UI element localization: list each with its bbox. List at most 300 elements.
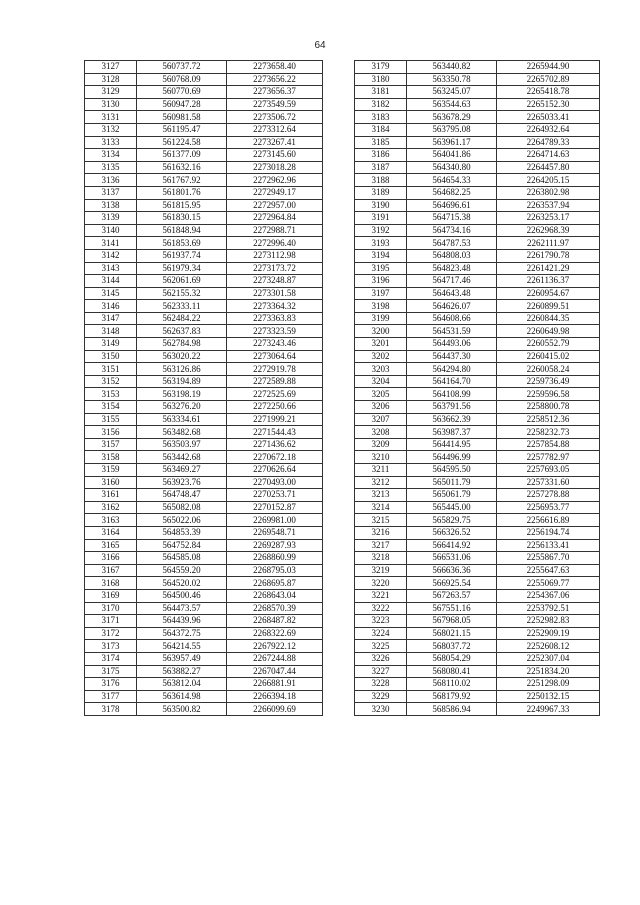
y-coordinate-cell: 2266881.91 — [227, 678, 323, 691]
table-row — [355, 526, 600, 539]
x-coordinate-cell: 568110.02 — [407, 678, 497, 691]
point-number-cell: 3142 — [85, 249, 137, 262]
y-coordinate-cell: 2263253.17 — [497, 212, 600, 225]
table-row — [85, 375, 323, 388]
y-coordinate-cell: 2249967.33 — [497, 703, 600, 716]
table-row — [355, 199, 600, 212]
y-coordinate-cell: 2273173.72 — [227, 262, 323, 275]
point-number-cell: 3214 — [355, 501, 407, 514]
point-number-cell: 3195 — [355, 262, 407, 275]
point-number-cell: 3204 — [355, 375, 407, 388]
point-number-cell: 3184 — [355, 123, 407, 136]
y-coordinate-cell: 2269981.00 — [227, 514, 323, 527]
x-coordinate-cell: 564715.38 — [407, 212, 497, 225]
x-coordinate-cell: 563961.17 — [407, 136, 497, 149]
point-number-cell: 3139 — [85, 212, 137, 225]
y-coordinate-cell: 2267244.88 — [227, 652, 323, 665]
point-number-cell: 3136 — [85, 174, 137, 187]
table-row — [355, 111, 600, 124]
x-coordinate-cell: 564414.95 — [407, 438, 497, 451]
table-row — [355, 640, 600, 653]
x-coordinate-cell: 561632.16 — [137, 161, 227, 174]
point-number-cell: 3183 — [355, 111, 407, 124]
table-row — [85, 338, 323, 351]
y-coordinate-cell: 2271999.21 — [227, 413, 323, 426]
point-number-cell: 3147 — [85, 312, 137, 325]
table-row — [85, 186, 323, 199]
point-number-cell: 3145 — [85, 287, 137, 300]
table-row — [85, 476, 323, 489]
y-coordinate-cell: 2273549.59 — [227, 98, 323, 111]
y-coordinate-cell: 2270626.64 — [227, 464, 323, 477]
x-coordinate-cell: 563350.78 — [407, 73, 497, 86]
table-row — [85, 325, 323, 338]
x-coordinate-cell: 567968.05 — [407, 615, 497, 628]
table-row — [355, 287, 600, 300]
x-coordinate-cell: 567263.57 — [407, 589, 497, 602]
table-row — [355, 338, 600, 351]
x-coordinate-cell: 561224.58 — [137, 136, 227, 149]
point-number-cell: 3182 — [355, 98, 407, 111]
point-number-cell: 3155 — [85, 413, 137, 426]
y-coordinate-cell: 2258800.78 — [497, 401, 600, 414]
x-coordinate-cell: 561937.74 — [137, 249, 227, 262]
point-number-cell: 3166 — [85, 552, 137, 565]
x-coordinate-cell: 568021.15 — [407, 627, 497, 640]
table-row — [355, 577, 600, 590]
y-coordinate-cell: 2265944.90 — [497, 61, 600, 74]
x-coordinate-cell: 568586.94 — [407, 703, 497, 716]
x-coordinate-cell: 563469.27 — [137, 464, 227, 477]
x-coordinate-cell: 564473.57 — [137, 602, 227, 615]
y-coordinate-cell: 2272957.00 — [227, 199, 323, 212]
table-row — [85, 350, 323, 363]
x-coordinate-cell: 564559.20 — [137, 564, 227, 577]
y-coordinate-cell: 2266394.18 — [227, 690, 323, 703]
table-row — [85, 300, 323, 313]
y-coordinate-cell: 2259596.58 — [497, 388, 600, 401]
x-coordinate-cell: 561853.69 — [137, 237, 227, 250]
table-row — [355, 552, 600, 565]
point-number-cell: 3219 — [355, 564, 407, 577]
table-row — [355, 249, 600, 262]
point-number-cell: 3160 — [85, 476, 137, 489]
point-number-cell: 3167 — [85, 564, 137, 577]
x-coordinate-cell: 566636.36 — [407, 564, 497, 577]
table-row — [85, 438, 323, 451]
point-number-cell: 3224 — [355, 627, 407, 640]
y-coordinate-cell: 2273506.72 — [227, 111, 323, 124]
point-number-cell: 3218 — [355, 552, 407, 565]
point-number-cell: 3192 — [355, 224, 407, 237]
table-row — [355, 451, 600, 464]
x-coordinate-cell: 564340.80 — [407, 161, 497, 174]
point-number-cell: 3213 — [355, 489, 407, 502]
point-number-cell: 3187 — [355, 161, 407, 174]
point-number-cell: 3211 — [355, 464, 407, 477]
table-row — [355, 237, 600, 250]
table-row — [85, 602, 323, 615]
x-coordinate-cell: 563126.86 — [137, 363, 227, 376]
x-coordinate-cell: 562637.83 — [137, 325, 227, 338]
x-coordinate-cell: 564696.61 — [407, 199, 497, 212]
point-number-cell: 3230 — [355, 703, 407, 716]
table-row — [85, 615, 323, 628]
y-coordinate-cell: 2264789.33 — [497, 136, 600, 149]
y-coordinate-cell: 2259736.49 — [497, 375, 600, 388]
x-coordinate-cell: 560770.69 — [137, 86, 227, 99]
y-coordinate-cell: 2263802.98 — [497, 186, 600, 199]
table-row — [355, 501, 600, 514]
point-number-cell: 3189 — [355, 186, 407, 199]
point-number-cell: 3162 — [85, 501, 137, 514]
table-row — [85, 413, 323, 426]
table-row — [355, 438, 600, 451]
y-coordinate-cell: 2256953.77 — [497, 501, 600, 514]
x-coordinate-cell: 563957.49 — [137, 652, 227, 665]
x-coordinate-cell: 564823.48 — [407, 262, 497, 275]
x-coordinate-cell: 560947.28 — [137, 98, 227, 111]
point-number-cell: 3202 — [355, 350, 407, 363]
point-number-cell: 3212 — [355, 476, 407, 489]
x-coordinate-cell: 563500.82 — [137, 703, 227, 716]
x-coordinate-cell: 561815.95 — [137, 199, 227, 212]
table-row — [355, 413, 600, 426]
coordinate-table-left-body — [85, 61, 323, 716]
y-coordinate-cell: 2260899.51 — [497, 300, 600, 313]
table-row — [355, 652, 600, 665]
x-coordinate-cell: 564520.02 — [137, 577, 227, 590]
table-row — [355, 136, 600, 149]
x-coordinate-cell: 563020.22 — [137, 350, 227, 363]
table-row — [355, 375, 600, 388]
y-coordinate-cell: 2265152.30 — [497, 98, 600, 111]
y-coordinate-cell: 2272589.88 — [227, 375, 323, 388]
point-number-cell: 3198 — [355, 300, 407, 313]
y-coordinate-cell: 2272964.84 — [227, 212, 323, 225]
table-row — [85, 388, 323, 401]
table-row — [85, 174, 323, 187]
table-row — [355, 589, 600, 602]
y-coordinate-cell: 2272949.17 — [227, 186, 323, 199]
y-coordinate-cell: 2262968.39 — [497, 224, 600, 237]
table-row — [85, 652, 323, 665]
x-coordinate-cell: 561767.92 — [137, 174, 227, 187]
y-coordinate-cell: 2271436.62 — [227, 438, 323, 451]
point-number-cell: 3170 — [85, 602, 137, 615]
y-coordinate-cell: 2273363.83 — [227, 312, 323, 325]
y-coordinate-cell: 2269287.93 — [227, 539, 323, 552]
table-row — [85, 703, 323, 716]
y-coordinate-cell: 2262111.97 — [497, 237, 600, 250]
x-coordinate-cell: 564734.16 — [407, 224, 497, 237]
y-coordinate-cell: 2273248.87 — [227, 275, 323, 288]
table-row — [355, 73, 600, 86]
table-row — [85, 111, 323, 124]
point-number-cell: 3177 — [85, 690, 137, 703]
point-number-cell: 3185 — [355, 136, 407, 149]
x-coordinate-cell: 566326.52 — [407, 526, 497, 539]
table-row — [355, 262, 600, 275]
point-number-cell: 3131 — [85, 111, 137, 124]
y-coordinate-cell: 2273301.58 — [227, 287, 323, 300]
y-coordinate-cell: 2256616.89 — [497, 514, 600, 527]
y-coordinate-cell: 2261421.29 — [497, 262, 600, 275]
point-number-cell: 3190 — [355, 199, 407, 212]
x-coordinate-cell: 563923.76 — [137, 476, 227, 489]
y-coordinate-cell: 2255647.63 — [497, 564, 600, 577]
table-row — [355, 149, 600, 162]
point-number-cell: 3128 — [85, 73, 137, 86]
x-coordinate-cell: 565445.00 — [407, 501, 497, 514]
x-coordinate-cell: 564437.30 — [407, 350, 497, 363]
table-row — [85, 552, 323, 565]
y-coordinate-cell: 2264457.80 — [497, 161, 600, 174]
y-coordinate-cell: 2268570.39 — [227, 602, 323, 615]
point-number-cell: 3226 — [355, 652, 407, 665]
table-row — [85, 690, 323, 703]
x-coordinate-cell: 564372.75 — [137, 627, 227, 640]
x-coordinate-cell: 564595.50 — [407, 464, 497, 477]
x-coordinate-cell: 564787.53 — [407, 237, 497, 250]
x-coordinate-cell: 568080.41 — [407, 665, 497, 678]
y-coordinate-cell: 2272919.78 — [227, 363, 323, 376]
y-coordinate-cell: 2268322.69 — [227, 627, 323, 640]
y-coordinate-cell: 2270672.18 — [227, 451, 323, 464]
x-coordinate-cell: 563276.20 — [137, 401, 227, 414]
point-number-cell: 3227 — [355, 665, 407, 678]
point-number-cell: 3221 — [355, 589, 407, 602]
table-row — [85, 589, 323, 602]
x-coordinate-cell: 563882.27 — [137, 665, 227, 678]
x-coordinate-cell: 564752.84 — [137, 539, 227, 552]
table-row — [355, 564, 600, 577]
table-row — [85, 224, 323, 237]
point-number-cell: 3153 — [85, 388, 137, 401]
point-number-cell: 3201 — [355, 338, 407, 351]
point-number-cell: 3143 — [85, 262, 137, 275]
y-coordinate-cell: 2260649.98 — [497, 325, 600, 338]
point-number-cell: 3176 — [85, 678, 137, 691]
table-row — [355, 123, 600, 136]
table-row — [355, 300, 600, 313]
table-row — [355, 615, 600, 628]
page-number: 64 — [314, 40, 326, 51]
table-row — [355, 363, 600, 376]
table-row — [355, 275, 600, 288]
y-coordinate-cell: 2268695.87 — [227, 577, 323, 590]
table-row — [355, 665, 600, 678]
point-number-cell: 3157 — [85, 438, 137, 451]
x-coordinate-cell: 561830.15 — [137, 212, 227, 225]
x-coordinate-cell: 564626.07 — [407, 300, 497, 313]
x-coordinate-cell: 563482.68 — [137, 426, 227, 439]
x-coordinate-cell: 565829.75 — [407, 514, 497, 527]
y-coordinate-cell: 2261136.37 — [497, 275, 600, 288]
y-coordinate-cell: 2272525.69 — [227, 388, 323, 401]
y-coordinate-cell: 2267047.44 — [227, 665, 323, 678]
point-number-cell: 3171 — [85, 615, 137, 628]
table-row — [85, 287, 323, 300]
table-row — [85, 539, 323, 552]
point-number-cell: 3193 — [355, 237, 407, 250]
x-coordinate-cell: 562333.11 — [137, 300, 227, 313]
point-number-cell: 3210 — [355, 451, 407, 464]
y-coordinate-cell: 2264205.15 — [497, 174, 600, 187]
point-number-cell: 3132 — [85, 123, 137, 136]
point-number-cell: 3146 — [85, 300, 137, 313]
y-coordinate-cell: 2256133.41 — [497, 539, 600, 552]
table-row — [85, 501, 323, 514]
point-number-cell: 3163 — [85, 514, 137, 527]
table-row — [355, 388, 600, 401]
y-coordinate-cell: 2273018.28 — [227, 161, 323, 174]
coordinate-table-right-body — [355, 61, 600, 716]
x-coordinate-cell: 563442.68 — [137, 451, 227, 464]
y-coordinate-cell: 2257278.88 — [497, 489, 600, 502]
y-coordinate-cell: 2266099.69 — [227, 703, 323, 716]
point-number-cell: 3186 — [355, 149, 407, 162]
x-coordinate-cell: 561801.76 — [137, 186, 227, 199]
x-coordinate-cell: 562155.32 — [137, 287, 227, 300]
point-number-cell: 3217 — [355, 539, 407, 552]
x-coordinate-cell: 564531.59 — [407, 325, 497, 338]
x-coordinate-cell: 568054.29 — [407, 652, 497, 665]
coordinate-table-right — [354, 60, 600, 716]
y-coordinate-cell: 2253792.51 — [497, 602, 600, 615]
table-row — [85, 249, 323, 262]
y-coordinate-cell: 2272996.40 — [227, 237, 323, 250]
table-row — [355, 489, 600, 502]
point-number-cell: 3207 — [355, 413, 407, 426]
point-number-cell: 3223 — [355, 615, 407, 628]
table-row — [85, 212, 323, 225]
x-coordinate-cell: 565022.06 — [137, 514, 227, 527]
y-coordinate-cell: 2257331.60 — [497, 476, 600, 489]
table-row — [85, 123, 323, 136]
x-coordinate-cell: 564853.39 — [137, 526, 227, 539]
point-number-cell: 3156 — [85, 426, 137, 439]
x-coordinate-cell: 567551.16 — [407, 602, 497, 615]
point-number-cell: 3164 — [85, 526, 137, 539]
x-coordinate-cell: 563245.07 — [407, 86, 497, 99]
y-coordinate-cell: 2265418.78 — [497, 86, 600, 99]
table-row — [85, 489, 323, 502]
y-coordinate-cell: 2273145.60 — [227, 149, 323, 162]
x-coordinate-cell: 565061.79 — [407, 489, 497, 502]
table-row — [85, 665, 323, 678]
point-number-cell: 3141 — [85, 237, 137, 250]
x-coordinate-cell: 562061.69 — [137, 275, 227, 288]
y-coordinate-cell: 2258512.36 — [497, 413, 600, 426]
y-coordinate-cell: 2273656.22 — [227, 73, 323, 86]
y-coordinate-cell: 2273364.32 — [227, 300, 323, 313]
x-coordinate-cell: 568179.92 — [407, 690, 497, 703]
point-number-cell: 3181 — [355, 86, 407, 99]
table-row — [355, 350, 600, 363]
table-row — [85, 564, 323, 577]
point-number-cell: 3216 — [355, 526, 407, 539]
point-number-cell: 3222 — [355, 602, 407, 615]
y-coordinate-cell: 2264714.63 — [497, 149, 600, 162]
point-number-cell: 3161 — [85, 489, 137, 502]
x-coordinate-cell: 564041.86 — [407, 149, 497, 162]
table-row — [85, 275, 323, 288]
point-number-cell: 3178 — [85, 703, 137, 716]
point-number-cell: 3200 — [355, 325, 407, 338]
point-number-cell: 3135 — [85, 161, 137, 174]
table-row — [85, 237, 323, 250]
x-coordinate-cell: 564717.46 — [407, 275, 497, 288]
x-coordinate-cell: 564108.99 — [407, 388, 497, 401]
y-coordinate-cell: 2257854.88 — [497, 438, 600, 451]
table-row — [85, 514, 323, 527]
x-coordinate-cell: 564496.99 — [407, 451, 497, 464]
point-number-cell: 3208 — [355, 426, 407, 439]
x-coordinate-cell: 564493.06 — [407, 338, 497, 351]
y-coordinate-cell: 2263537.94 — [497, 199, 600, 212]
table-row — [355, 464, 600, 477]
y-coordinate-cell: 2260552.79 — [497, 338, 600, 351]
table-row — [85, 161, 323, 174]
x-coordinate-cell: 566925.54 — [407, 577, 497, 590]
y-coordinate-cell: 2260058.24 — [497, 363, 600, 376]
point-number-cell: 3209 — [355, 438, 407, 451]
x-coordinate-cell: 563987.37 — [407, 426, 497, 439]
table-row — [355, 602, 600, 615]
point-number-cell: 3129 — [85, 86, 137, 99]
table-row — [85, 86, 323, 99]
table-row — [85, 464, 323, 477]
y-coordinate-cell: 2272250.66 — [227, 401, 323, 414]
point-number-cell: 3165 — [85, 539, 137, 552]
table-row — [355, 312, 600, 325]
table-row — [85, 136, 323, 149]
table-row — [85, 627, 323, 640]
x-coordinate-cell: 564585.08 — [137, 552, 227, 565]
x-coordinate-cell: 562784.98 — [137, 338, 227, 351]
table-row — [355, 678, 600, 691]
y-coordinate-cell: 2268860.99 — [227, 552, 323, 565]
x-coordinate-cell: 563334.61 — [137, 413, 227, 426]
point-number-cell: 3151 — [85, 363, 137, 376]
point-number-cell: 3205 — [355, 388, 407, 401]
y-coordinate-cell: 2273312.64 — [227, 123, 323, 136]
y-coordinate-cell: 2265702.89 — [497, 73, 600, 86]
x-coordinate-cell: 565082.08 — [137, 501, 227, 514]
point-number-cell: 3203 — [355, 363, 407, 376]
x-coordinate-cell: 563678.29 — [407, 111, 497, 124]
point-number-cell: 3138 — [85, 199, 137, 212]
table-row — [355, 61, 600, 74]
x-coordinate-cell: 563194.89 — [137, 375, 227, 388]
table-row — [85, 577, 323, 590]
point-number-cell: 3206 — [355, 401, 407, 414]
y-coordinate-cell: 2260954.67 — [497, 287, 600, 300]
y-coordinate-cell: 2272962.96 — [227, 174, 323, 187]
point-number-cell: 3225 — [355, 640, 407, 653]
y-coordinate-cell: 2273658.40 — [227, 61, 323, 74]
point-number-cell: 3220 — [355, 577, 407, 590]
y-coordinate-cell: 2250132.15 — [497, 690, 600, 703]
x-coordinate-cell: 566531.06 — [407, 552, 497, 565]
x-coordinate-cell: 563795.08 — [407, 123, 497, 136]
x-coordinate-cell: 563662.39 — [407, 413, 497, 426]
table-row — [355, 426, 600, 439]
table-row — [85, 73, 323, 86]
point-number-cell: 3140 — [85, 224, 137, 237]
point-number-cell: 3191 — [355, 212, 407, 225]
